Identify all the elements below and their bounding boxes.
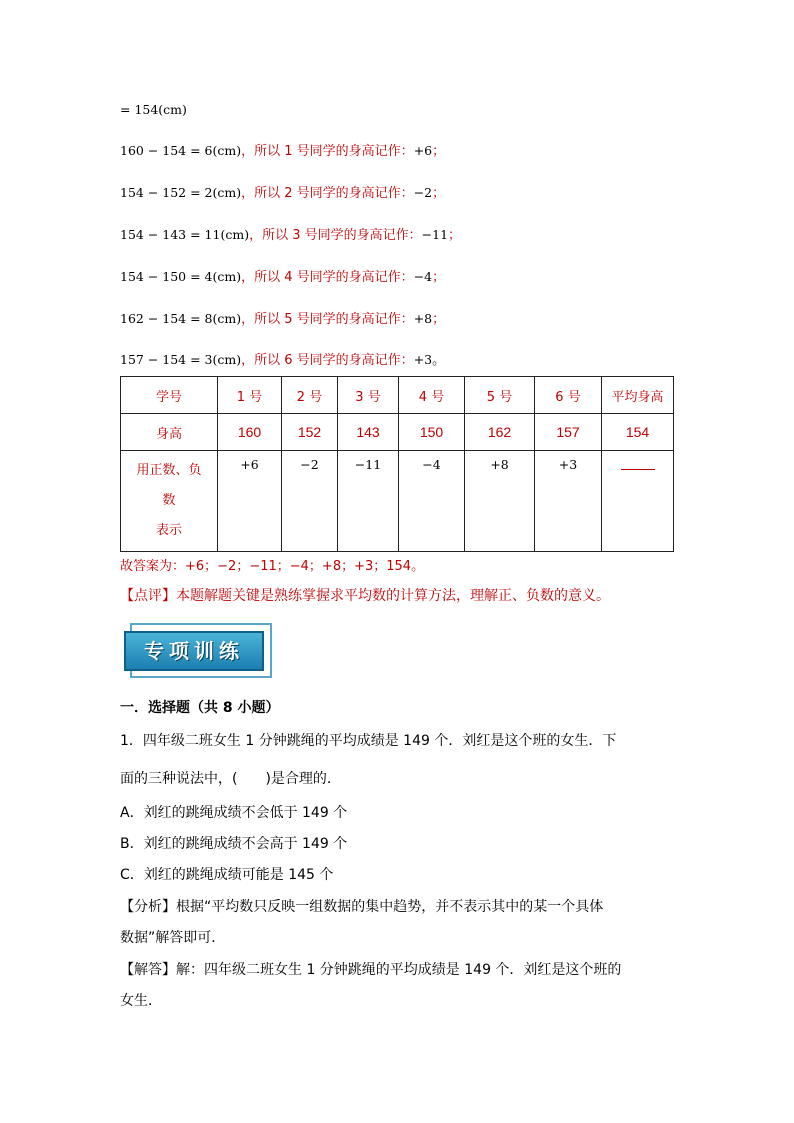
- calc-sep: ，: [241, 312, 255, 327]
- calc-value: −2: [413, 185, 433, 200]
- label-line: 数: [162, 493, 176, 508]
- calc-line-5: [120, 308, 445, 327]
- table-cell: 154: [602, 414, 674, 451]
- calc-sep: ，: [241, 353, 255, 368]
- section-banner: [124, 623, 274, 680]
- calc-expr: 154 − 150 = 4(cm): [120, 269, 242, 284]
- answer-line: [120, 555, 424, 574]
- solution-line-2: 女生．: [120, 993, 162, 1009]
- calc-value: −11: [421, 227, 449, 242]
- calc-sep: ，: [241, 186, 255, 201]
- table-header-cell: 平均身高: [602, 377, 674, 414]
- option-a: A．刘红的跳绳成绩不会低于 149 个: [120, 805, 348, 821]
- table-row-label: 身高: [121, 414, 218, 451]
- calc-text: 所以 2 号同学的身高记作：: [254, 186, 414, 201]
- table-cell: +6: [218, 451, 282, 552]
- table-cell: 150: [399, 414, 465, 451]
- option-b: B．刘红的跳绳成绩不会高于 149 个: [120, 836, 348, 852]
- table-header-row: [121, 377, 674, 414]
- table-header-cell: 4 号: [399, 377, 465, 414]
- calc-value: +8: [413, 311, 433, 326]
- label-line: 表示: [155, 523, 182, 538]
- section-heading: 一．选择题（共 8 小题）: [120, 700, 280, 716]
- table-header-cell: 1 号: [218, 377, 282, 414]
- calc-expr: 154 − 152 = 2(cm): [120, 185, 242, 200]
- table-cell: 152: [282, 414, 338, 451]
- table-header-cell: 2 号: [282, 377, 338, 414]
- calc-expr: 157 − 154 = 3(cm): [120, 352, 242, 367]
- calc-text: 所以 3 号同学的身高记作：: [262, 228, 422, 243]
- calc-line-6: [120, 349, 445, 368]
- question-line-2: 面的三种说法中，( )是合理的．: [120, 771, 341, 787]
- calc-value: +6: [413, 143, 433, 158]
- calc-expr: 160 − 154 = 6(cm): [120, 143, 242, 158]
- calc-expr: 154 − 143 = 11(cm): [120, 227, 250, 242]
- calc-text: 所以 6 号同学的身高记作：: [254, 353, 414, 368]
- calc-text: 所以 4 号同学的身高记作：: [254, 270, 414, 285]
- table-row-label: [121, 451, 218, 552]
- calc-end: ；: [432, 144, 446, 159]
- calc-value: +3: [413, 352, 433, 367]
- comment-tag: 【点评】: [120, 588, 176, 604]
- calc-line-2: [120, 182, 445, 201]
- table-cell: +8: [465, 451, 535, 552]
- height-table: [120, 376, 674, 552]
- table-header-cell: 3 号: [338, 377, 399, 414]
- table-cell: 143: [338, 414, 399, 451]
- table-cell: 160: [218, 414, 282, 451]
- calc-end: ；: [448, 228, 462, 243]
- table-header-cell: 6 号: [535, 377, 602, 414]
- calc-end: 。: [432, 353, 446, 368]
- calc-sep: ，: [241, 144, 255, 159]
- calc-text: 所以 1 号同学的身高记作：: [254, 144, 414, 159]
- comment-text: 本题解题关键是熟练掌握求平均数的计算方法，理解正、负数的意义。: [176, 588, 610, 604]
- table-row-height: [121, 414, 674, 451]
- table-row-signed: [121, 451, 674, 552]
- table-cell-empty: [602, 451, 674, 552]
- table-cell: +3: [535, 451, 602, 552]
- calc-sep: ，: [249, 228, 263, 243]
- table-cell: −11: [338, 451, 399, 552]
- dash-line: [621, 469, 655, 470]
- calc-sep: ，: [241, 270, 255, 285]
- calc-line-4: [120, 266, 445, 285]
- calc-text: 所以 5 号同学的身高记作：: [254, 312, 414, 327]
- calc-result-line: = 154(cm): [120, 102, 187, 117]
- option-c: C．刘红的跳绳成绩可能是 145 个: [120, 867, 334, 883]
- answer-last: 154。: [386, 559, 425, 574]
- solution-line-1: 【解答】解：四年级二班女生 1 分钟跳绳的平均成绩是 149 个．刘红是这个班的: [120, 962, 622, 978]
- comment-line: [120, 585, 610, 605]
- table-cell: −4: [399, 451, 465, 552]
- table-cell: 157: [535, 414, 602, 451]
- calc-end: ；: [432, 270, 446, 285]
- calc-line-3: [120, 224, 461, 243]
- analysis-line-1: 【分析】根据“平均数只反映一组数据的集中趋势，并不表示其中的某一个具体: [120, 899, 604, 915]
- banner-title: 专项训练: [124, 631, 264, 671]
- question-line-1: 1．四年级二班女生 1 分钟跳绳的平均成绩是 149 个．刘红是这个班的女生．下: [120, 733, 617, 749]
- table-cell: −2: [282, 451, 338, 552]
- analysis-line-2: 数据”解答即可．: [120, 930, 226, 946]
- table-header-cell: 5 号: [465, 377, 535, 414]
- table-header-cell: 学号: [121, 377, 218, 414]
- label-line: 用正数、负: [136, 463, 202, 478]
- answer-prefix: 故答案为：+6；−2；−11；−4；+8；+3；: [120, 559, 387, 574]
- calc-line-1: [120, 140, 445, 159]
- calc-end: ；: [432, 186, 446, 201]
- calc-end: ；: [432, 312, 446, 327]
- table-cell: 162: [465, 414, 535, 451]
- calc-expr: 162 − 154 = 8(cm): [120, 311, 242, 326]
- calc-value: −4: [413, 269, 433, 284]
